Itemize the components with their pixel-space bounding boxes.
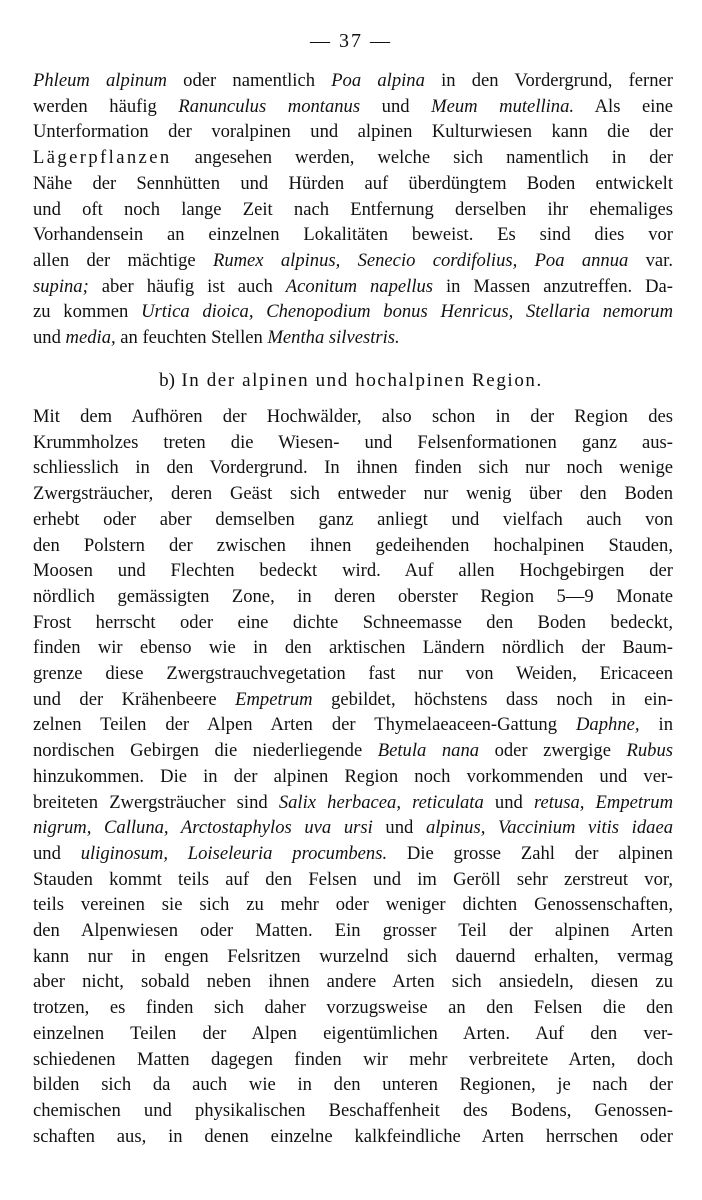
text-line (33, 764, 673, 790)
text-segment: und (372, 817, 426, 839)
taxon-name: nigrum, Calluna, Arctostaphylos uva ursi (33, 817, 373, 839)
taxon-name: alpinus, Vaccinium vitis idaea (425, 817, 673, 839)
text-segment: Moosen und Flechten bedeckt wird. Auf allen Hochgebirgen der (33, 560, 673, 582)
text-line (33, 892, 673, 918)
paragraph-alpine-region (33, 404, 673, 1149)
text-segment: hinzukommen. Die in der alpinen Region noch vorkommenden und ver- (33, 765, 673, 787)
taxon-name: supina; (33, 275, 89, 297)
text-line (33, 995, 673, 1021)
text-segment: oder namentlich (166, 70, 332, 91)
text-segment: und (360, 95, 432, 117)
text-line (33, 222, 673, 248)
section-heading-label: b) (159, 370, 175, 391)
taxon-name: Salix herbacea, reticulata (278, 791, 484, 813)
text-line (33, 558, 673, 584)
taxon-name: Daphne, (576, 714, 640, 736)
text-line (33, 325, 673, 351)
text-segment: und der Krähenbeere (33, 688, 236, 710)
text-segment: Mit dem Aufhören der Hochwälder, also schon in der Region des (33, 406, 673, 427)
text-segment: allen der mächtige (33, 249, 213, 271)
text-segment: finden wir ebenso wie in den arktischen Ländern nördlich der Baum- (33, 637, 673, 659)
text-segment: in Massen anzutreffen. Da- (433, 275, 673, 297)
text-line (33, 738, 673, 764)
text-segment: angesehen werden, welche sich namentlich in der (171, 147, 673, 169)
text-segment: werden häufig (33, 95, 179, 117)
text-line (33, 867, 673, 893)
page-number: — 37 — (310, 30, 392, 52)
text-segment: teils vereinen sie sich zu mehr oder weniger dichten Genossenschaften, (33, 894, 673, 916)
text-segment: und (483, 791, 534, 813)
text-segment: den Polstern der zwischen ihnen gedeihenden hochalpinen Stauden, (33, 534, 673, 556)
text-line (33, 68, 673, 94)
text-segment: den Alpenwiesen oder Matten. Ein grosser Teil der alpinen Arten (33, 920, 673, 942)
text-line (33, 635, 673, 661)
text-segment: aber häufig ist auch (88, 275, 286, 297)
text-line (33, 815, 673, 841)
text-segment: Zwergsträucher, deren Geäst sich entweder nur wenig über den Boden (33, 483, 673, 505)
text-line (33, 790, 673, 816)
text-line (33, 712, 673, 738)
text-line (33, 455, 673, 481)
text-segment: Nähe der Sennhütten und Hürden auf überdüngtem Boden entwickelt (33, 172, 673, 194)
text-segment: trotzen, es finden sich daher vorzugsweise an den Felsen die den (33, 997, 673, 1019)
section-heading (0, 370, 702, 392)
text-line (33, 481, 673, 507)
text-line (33, 404, 673, 430)
text-line (33, 1124, 673, 1150)
text-segment: nordischen Gebirgen die niederliegende (33, 740, 378, 762)
text-segment: schiedenen Matten dagegen finden wir mehr verbreitete Arten, doch (33, 1048, 673, 1070)
taxon-name: Ranunculus montanus (178, 95, 361, 117)
text-segment: in (639, 714, 673, 736)
text-segment: kann nur in engen Felsritzen wurzelnd sich dauernd erhalten, vermag (33, 945, 673, 967)
text-segment: Die grosse Zahl der alpinen (387, 842, 673, 864)
text-segment: schaften aus, in denen einzelne kalkfeindliche Arten herrschen oder (33, 1125, 673, 1147)
text-line (33, 171, 673, 197)
text-segment: einzelnen Teilen der Alpen eigentümlichen Arten. Auf den ver- (33, 1022, 673, 1044)
paragraph-lager-plants (33, 68, 673, 351)
text-line (33, 274, 673, 300)
section-heading-text: In der alpinen und hochalpinen Region. (181, 370, 543, 391)
taxon-name: Rumex alpinus, Senecio cordifolius, Poa annua (212, 249, 629, 271)
text-line (33, 1098, 673, 1124)
text-line (33, 687, 673, 713)
text-segment: breiteten Zwergsträucher sind (33, 791, 279, 813)
text-line (33, 197, 673, 223)
text-line (33, 1021, 673, 1047)
taxon-name: Empetrum (235, 688, 313, 710)
text-segment: in den Vordergrund, ferner (424, 70, 673, 91)
text-segment: Als eine (574, 95, 673, 117)
text-line (33, 841, 673, 867)
taxon-name: Urtica dioica, Chenopodium bonus Henricus, Stellaria nemorum (141, 301, 673, 323)
text-line (33, 94, 673, 120)
taxon-name: retusa, Empetrum (533, 791, 674, 813)
text-segment: und (33, 327, 66, 349)
taxon-name: Aconitum napellus (285, 275, 434, 297)
text-line (33, 1047, 673, 1073)
text-segment: Vorhandensein an einzelnen Lokalitäten beweist. Es sind dies vor (33, 224, 673, 246)
text-segment: an feuchten Stellen (115, 327, 268, 349)
text-line (33, 248, 673, 274)
text-segment: oder zwergige (479, 740, 627, 762)
taxon-name: media, (65, 327, 116, 349)
taxon-name: Phleum alpinum (33, 70, 167, 91)
taxon-name: Meum mutellina. (431, 95, 575, 117)
text-segment: Frost herrscht oder eine dichte Schneemasse den Boden bedeckt, (33, 611, 673, 633)
text-line (33, 299, 673, 325)
text-segment: Stauden kommt teils auf den Felsen und im Geröll sehr zerstreut vor, (33, 868, 673, 890)
text-segment: aber nicht, sobald neben ihnen andere Arten sich ansiedeln, diesen zu (33, 971, 673, 993)
text-segment: var. (628, 249, 673, 271)
text-segment: zu kommen (33, 301, 142, 323)
text-line (33, 145, 673, 171)
text-segment: chemischen und physikalischen Beschaffenheit des Bodens, Genossen- (33, 1099, 673, 1121)
text-segment: bilden sich da auch wie in den unteren Regionen, je nach der (33, 1074, 673, 1096)
text-line (33, 430, 673, 456)
text-line (33, 969, 673, 995)
text-line (33, 1072, 673, 1098)
text-line (33, 584, 673, 610)
taxon-name: Rubus (626, 740, 674, 762)
text-segment: Lägerpflanzen (33, 147, 172, 169)
text-segment: schliesslich in den Vordergrund. In ihnen finden sich nur noch wenige (33, 457, 673, 479)
text-line (33, 610, 673, 636)
text-line (33, 918, 673, 944)
text-segment: und (33, 842, 81, 864)
text-segment: grenze diese Zwergstrauchvegetation fast nur von Weiden, Ericaceen (33, 663, 673, 685)
text-segment: gebildet, höchstens dass noch in ein- (312, 688, 673, 710)
text-line (33, 944, 673, 970)
text-segment: und oft noch lange Zeit nach Entfernung derselben ihr ehemaliges (33, 198, 673, 220)
taxon-name: uliginosum, Loiseleuria procumbens. (80, 842, 388, 864)
text-line (33, 533, 673, 559)
taxon-name: Mentha silvestris. (267, 327, 400, 349)
text-segment: nördlich gemässigten Zone, in deren oberster Region 5—9 Monate (33, 585, 673, 607)
text-line (33, 661, 673, 687)
text-line (33, 507, 673, 533)
taxon-name: Betula nana (377, 740, 480, 762)
taxon-name: Poa alpina (331, 70, 425, 91)
text-segment: Unterformation der voralpinen und alpinen Kulturwiesen kann die der (33, 121, 673, 143)
text-segment: Krummholzes treten die Wiesen- und Felsenformationen ganz aus- (33, 431, 673, 453)
text-line (33, 119, 673, 145)
text-segment: erhebt oder aber demselben ganz anliegt und vielfach auch von (33, 508, 673, 530)
text-segment: zelnen Teilen der Alpen Arten der Thymelaeaceen-Gattung (33, 714, 576, 736)
